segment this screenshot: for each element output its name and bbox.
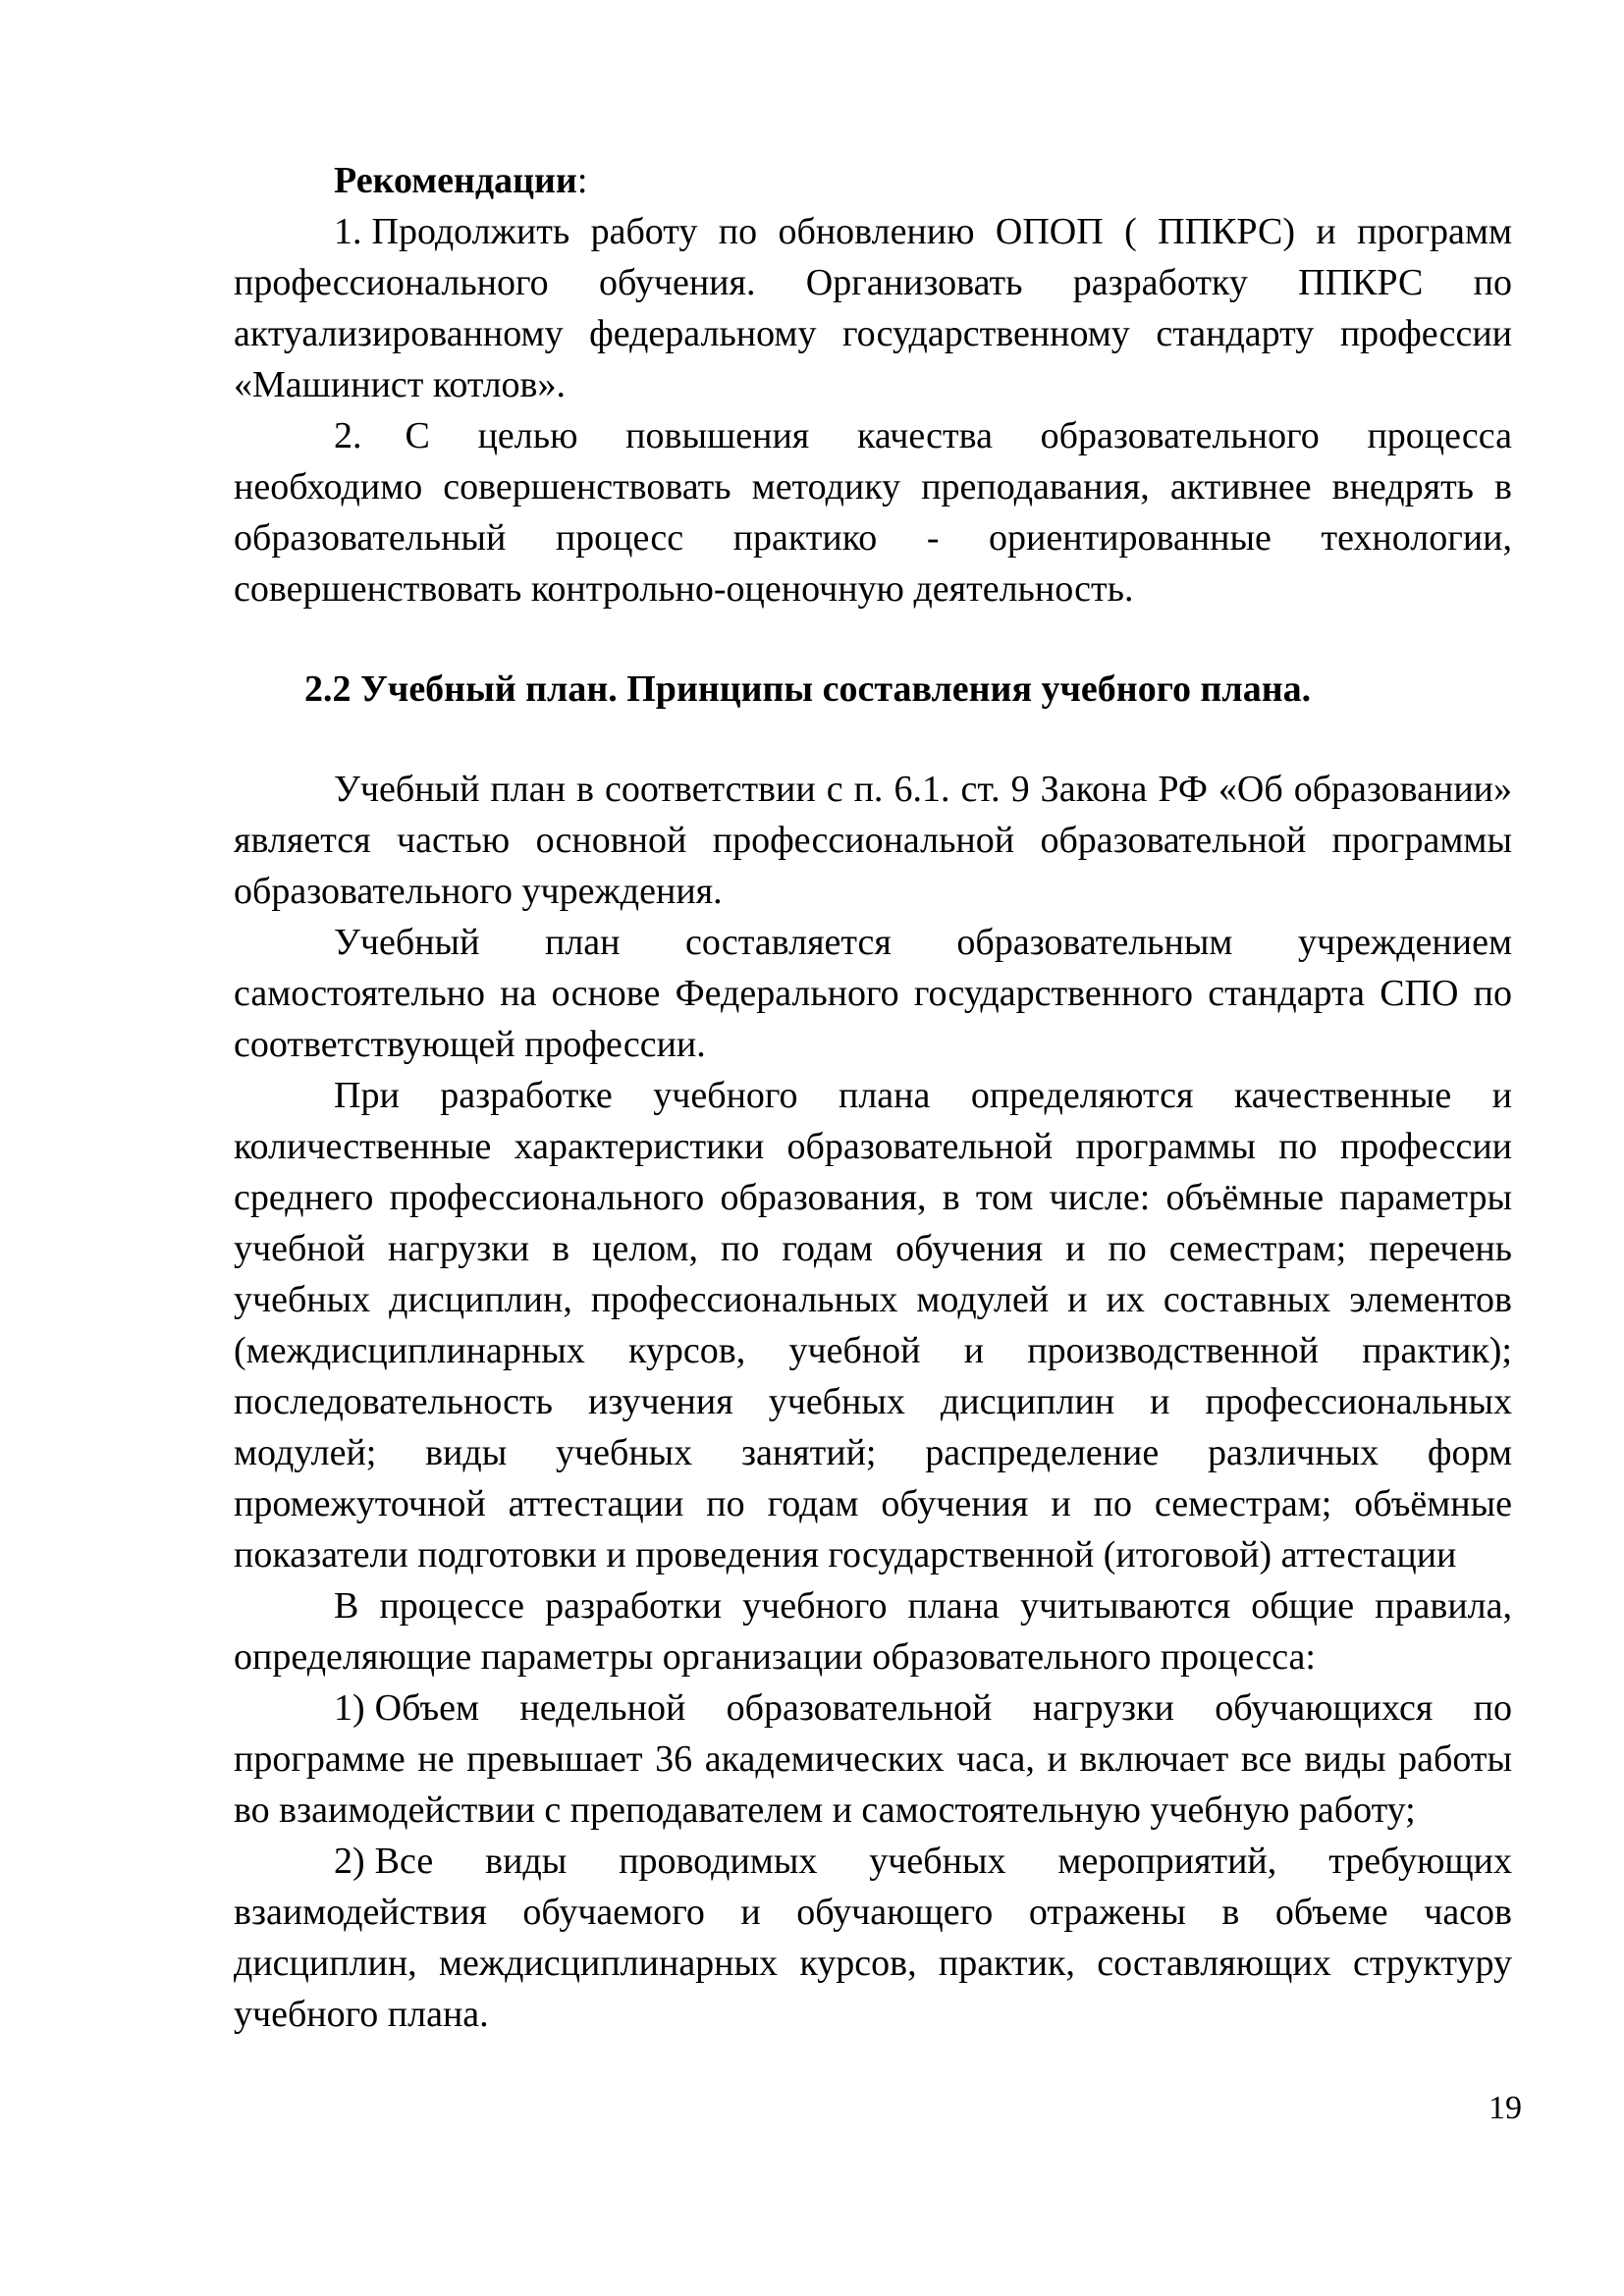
- recommendation-item-2-text: С целью повышения качества образовательного процесса необходимо совершенствовать методику преподавания, активнее внедрять в образовательный процесс практико - ориентированные технологии, совершенствовать контрольно-оценочную деятельность.: [234, 415, 1512, 610]
- section-list-item-1-text: Объем недельной образовательной нагрузки обучающихся по программе не превышает 36 академических часа, и включает все виды работы во взаимодействии с преподавателем и самостоятельную учебную работу;: [234, 1687, 1512, 1831]
- section-paragraph-1: Учебный план в соответствии с п. 6.1. ст. 9 Закона РФ «Об образовании» является частью основной профессиональной образовательной программы образовательного учреждения.: [234, 769, 1512, 912]
- recommendation-item-2: [234, 410, 1512, 614]
- section-paragraph-2: Учебный план составляется образовательным учреждением самостоятельно на основе Федерального государственного стандарта СПО по соответствующей профессии.: [234, 922, 1512, 1065]
- section-list-item-1: [234, 1682, 1512, 1836]
- section-list-item-1-number: 1): [334, 1687, 365, 1729]
- page-number: 19: [1489, 2090, 1522, 2126]
- document-page: [234, 155, 1512, 2040]
- recommendation-item-1: [234, 206, 1512, 410]
- recommendations-heading: [234, 155, 1512, 206]
- section-list-item-2-number: 2): [334, 1841, 365, 1882]
- section-paragraph-4: В процессе разработки учебного плана учитываются общие правила, определяющие параметры организации образовательного процесса:: [234, 1585, 1512, 1678]
- recommendations-title: Рекомендации: [334, 160, 577, 201]
- recommendation-item-1-text: Продолжить работу по обновлению ОПОП ( ППКРС) и программ профессионального обучения. Организовать разработку ППКРС по актуализированному федеральному государственному стандарту профессии «Машинист котлов».: [234, 211, 1512, 405]
- section-paragraph-3: При разработке учебного плана определяются качественные и количественные характеристики образовательной программы по профессии среднего профессионального образования, в том числе: объёмные параметры учебной нагрузки в целом, по годам обучения и по семестрам; перечень учебных дисциплин, профессиональных модулей и их составных элементов (междисциплинарных курсов, учебной и производственной практик); последовательность изучения учебных дисциплин и профессиональных модулей; виды учебных занятий; распределение различных форм промежуточной аттестации по годам обучения и по семестрам; объёмные показатели подготовки и проведения государственной (итоговой) аттестации: [234, 1075, 1512, 1575]
- recommendations-colon: :: [576, 160, 588, 201]
- recommendation-item-1-number: 1.: [334, 211, 362, 252]
- section-title: 2.2 Учебный план. Принципы составления учебного плана.: [304, 668, 1312, 710]
- section-list-item-2-text: Все виды проводимых учебных мероприятий, требующих взаимодействия обучаемого и обучающего отражены в объеме часов дисциплин, междисциплинарных курсов, практик, составляющих структуру учебного плана.: [234, 1841, 1512, 2035]
- recommendation-item-2-number: 2.: [334, 415, 362, 456]
- section-list-item-2: [234, 1836, 1512, 2040]
